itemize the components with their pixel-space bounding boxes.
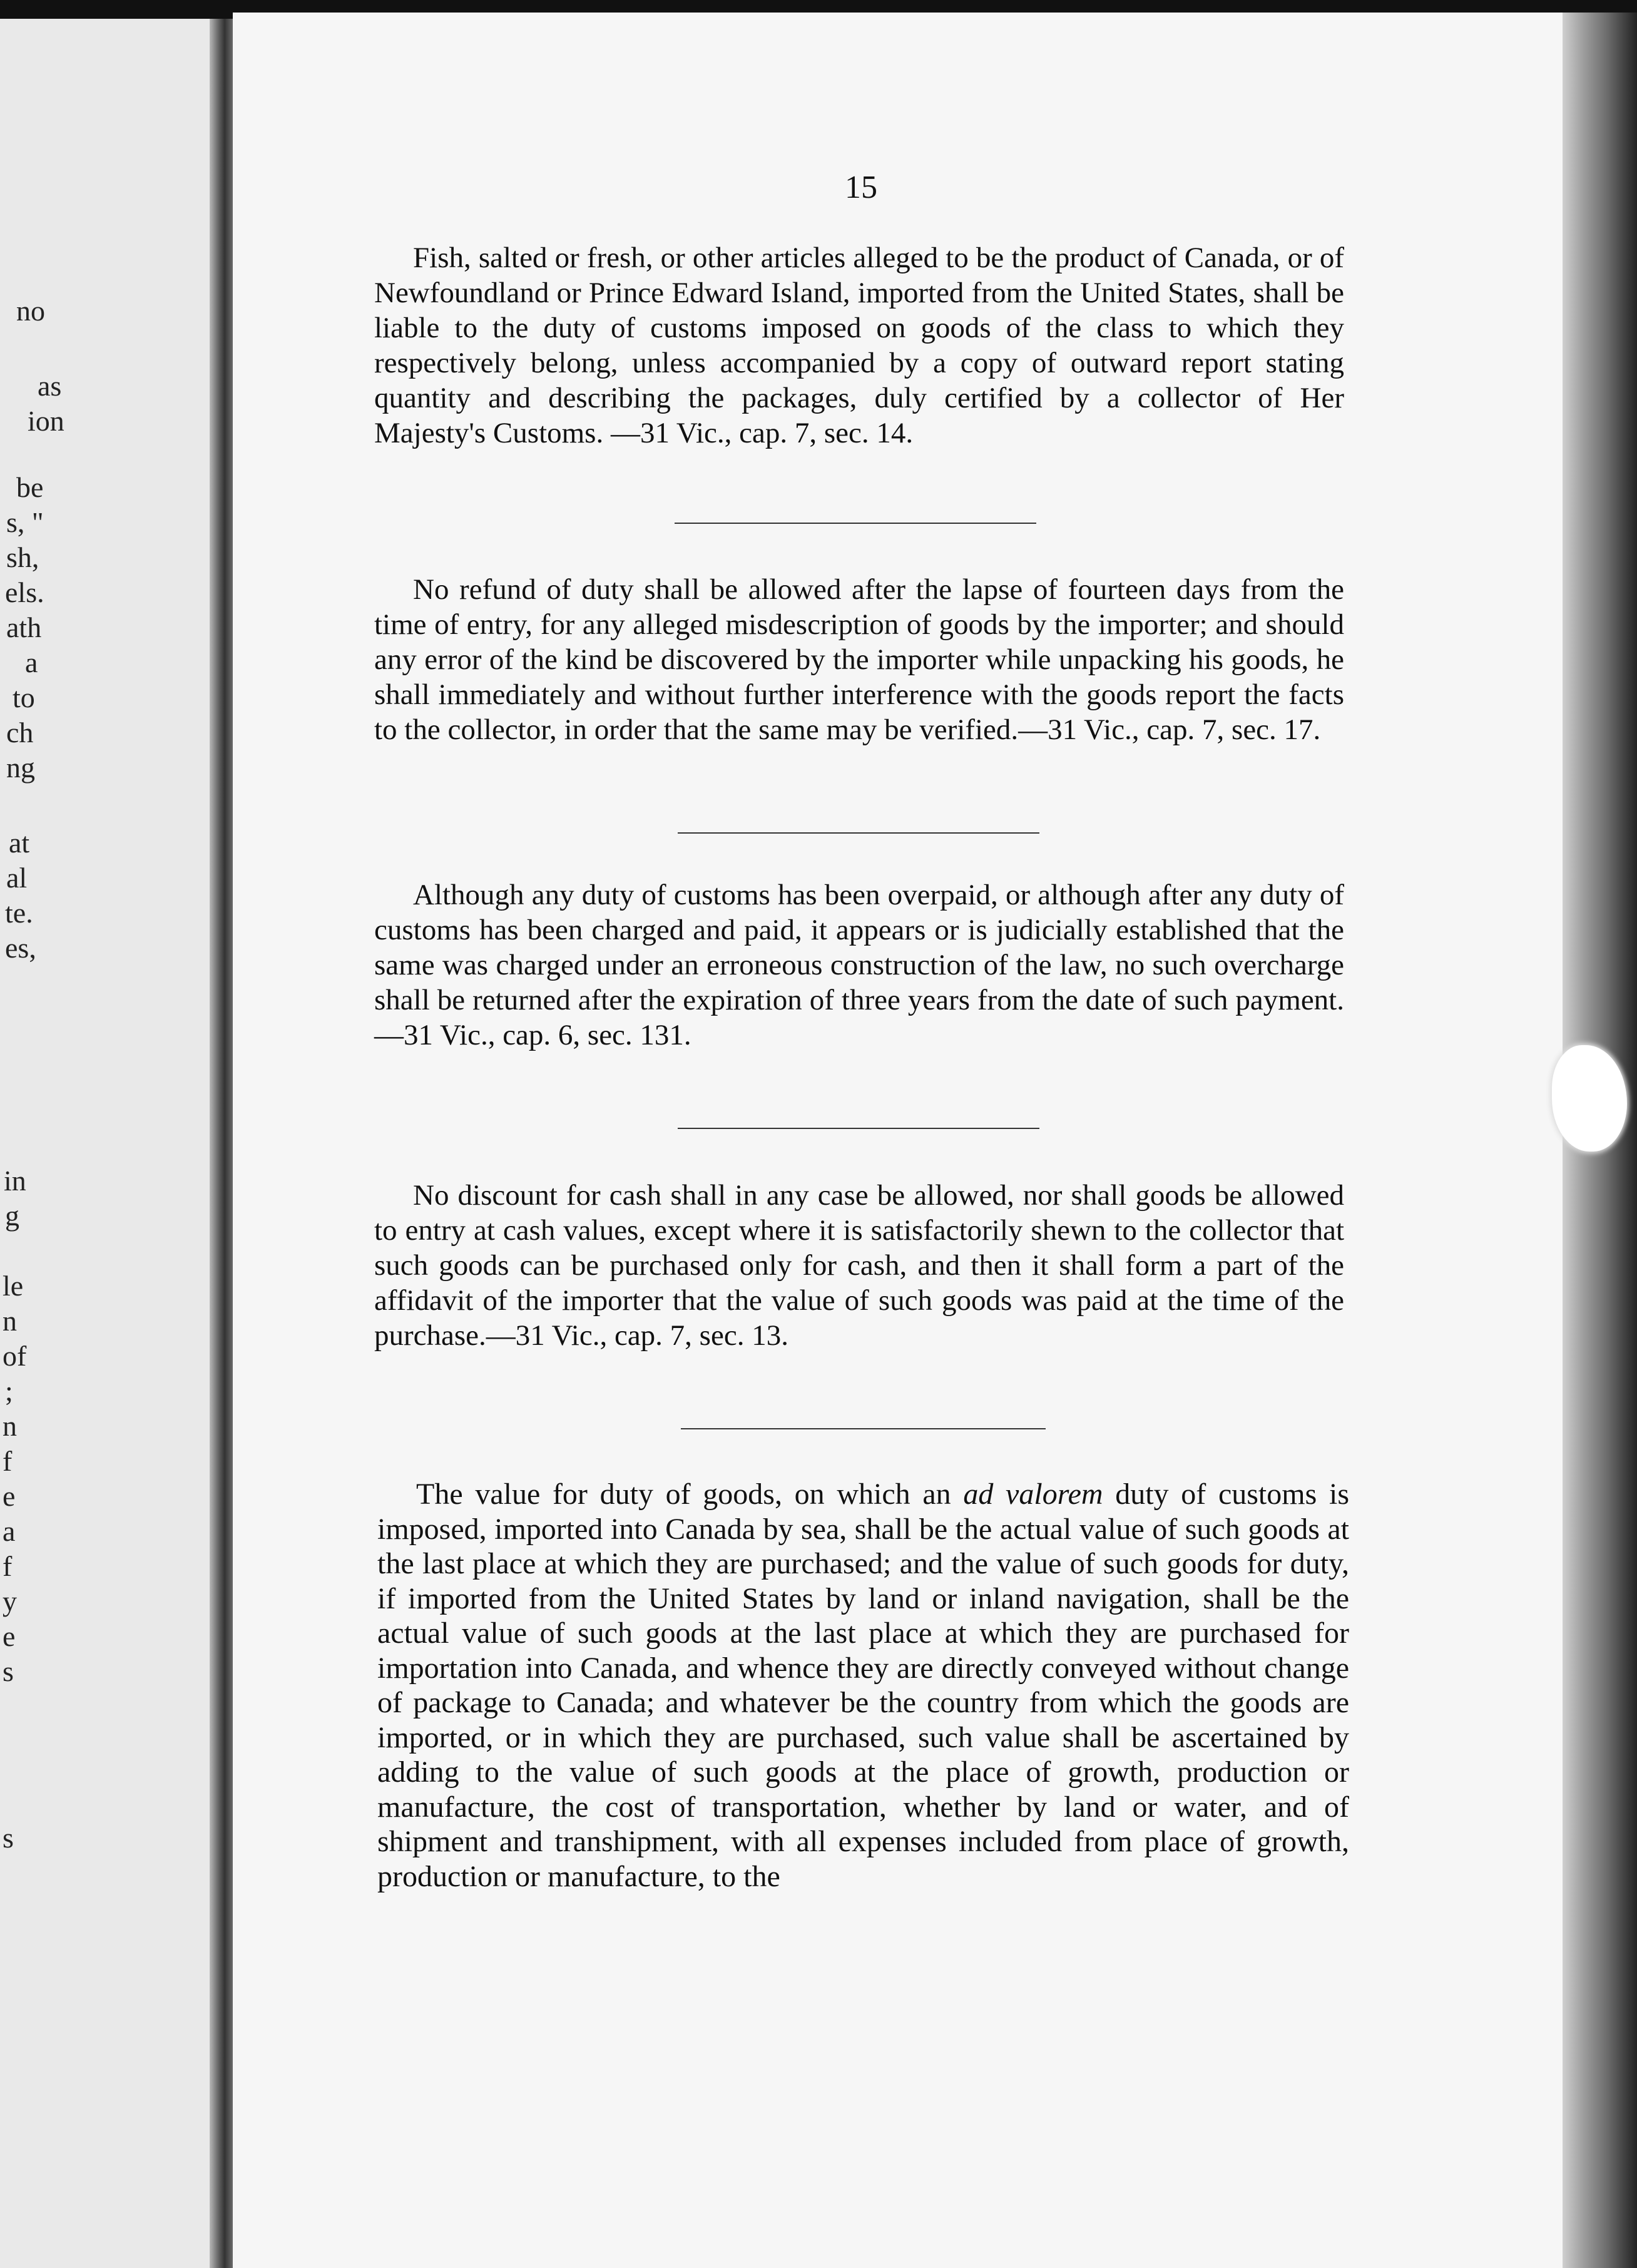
facing-page-text: els. (5, 576, 44, 608)
facing-page-text: e (3, 1620, 16, 1652)
facing-page-text: at (9, 827, 30, 859)
facing-page-text: s, " (6, 506, 44, 538)
facing-page-text: of (3, 1340, 27, 1372)
facing-page-text: as (38, 370, 62, 402)
facing-page-text: ; (5, 1375, 13, 1407)
facing-page-text: sh, (6, 541, 39, 573)
section-divider (678, 1128, 1039, 1129)
facing-page-text: s (3, 1822, 14, 1854)
paragraph-overpaid-duty: Although any duty of customs has been overpaid, or although after any duty of customs has been charged and paid, it appears or is judicially established that the same was charged under an erroneous construction of the law, no such overcharge shall be returned after the expiration of three years from the date of such payment.—31 Vic., cap. 6, sec. 131. (374, 879, 1344, 1051)
paragraph-value-for-duty (377, 1477, 1349, 1894)
paragraph-refund-of-duty: No refund of duty shall be allowed after the lapse of fourteen days from the time of entry, for any alleged misdescription of goods by the importer; and should any error of the kind be discovered by the importer while unpacking his goods, he shall immediately and without further interference with the goods report the facts to the collector, in order that the same may be verified.—31 Vic., cap. 7, sec. 17. (374, 573, 1344, 746)
facing-page-text: te. (5, 897, 33, 929)
facing-page-text: a (3, 1515, 16, 1547)
facing-page-text: s (3, 1655, 14, 1687)
latin-term: ad valorem (963, 1478, 1103, 1511)
facing-page-text: to (13, 682, 35, 713)
facing-page-text: ion (28, 405, 64, 437)
facing-page-text: es, (5, 932, 36, 964)
facing-page-text: le (3, 1270, 24, 1302)
book-binding-gutter (210, 19, 235, 2268)
facing-page-text: n (3, 1305, 17, 1337)
page-number: 15 (845, 170, 877, 205)
paragraph-text: duty of customs is imposed, imported into Canada by sea, shall be the actual value of such goods at the last place at which they are purchased; and the value of such goods for duty, if imported from the United States by land or inland navigation, shall be the actual value of such goods at the last place at which they are purchased for importation into Canada, and whence they are directly conveyed without change of package to Canada; and whatever be the country from which the goods are imported, or in which they are purchased, such value shall be ascertained by adding to the value of such goods at the place of growth, production or manufacture, the cost of transportation, whether by land or water, and of shipment and transhipment, with all expenses included from place of growth, production or manufacture, to the (377, 1478, 1349, 1893)
paragraph-fish-product: Fish, salted or fresh, or other articles alleged to be the product of Canada, or of Newfoundland or Prince Edward Island, imported from the United States, shall be liable to the duty of customs imposed on goods of the class to which they respectively belong, unless accompanied by a copy of outward report stating quantity and describing the packages, duly certified by a collector of Her Majesty's Customs. —31 Vic., cap. 7, sec. 14. (374, 242, 1344, 449)
facing-page-text: g (5, 1200, 19, 1232)
facing-page-text: ch (6, 717, 34, 748)
section-divider (678, 832, 1039, 834)
section-divider (681, 1428, 1046, 1429)
facing-page-text: n (3, 1410, 17, 1442)
facing-page-text: ath (6, 611, 42, 643)
facing-page-text: ng (6, 752, 35, 784)
facing-page-text: a (25, 646, 38, 678)
facing-page-text: f (3, 1445, 13, 1477)
facing-page-text: be (16, 471, 44, 503)
facing-page-text: no (16, 295, 45, 327)
facing-page-text: y (3, 1585, 17, 1617)
facing-page-text: f (3, 1550, 13, 1582)
facing-page-fragment (0, 19, 216, 2268)
section-divider (675, 523, 1036, 524)
paragraph-text: The value for duty of goods, on which an (416, 1478, 964, 1511)
paragraph-cash-discount: No discount for cash shall in any case be allowed, nor shall goods be allowed to entry at cash values, except where it is satisfactorily shewn to the collector that such goods can be purchased only for cash, and then it shall form a part of the affidavit of the importer that the value of such goods was paid at the time of the purchase.—31 Vic., cap. 7, sec. 13. (374, 1179, 1344, 1352)
facing-page-text: in (4, 1165, 26, 1197)
facing-page-text: al (6, 862, 28, 894)
facing-page-text: e (3, 1480, 16, 1512)
